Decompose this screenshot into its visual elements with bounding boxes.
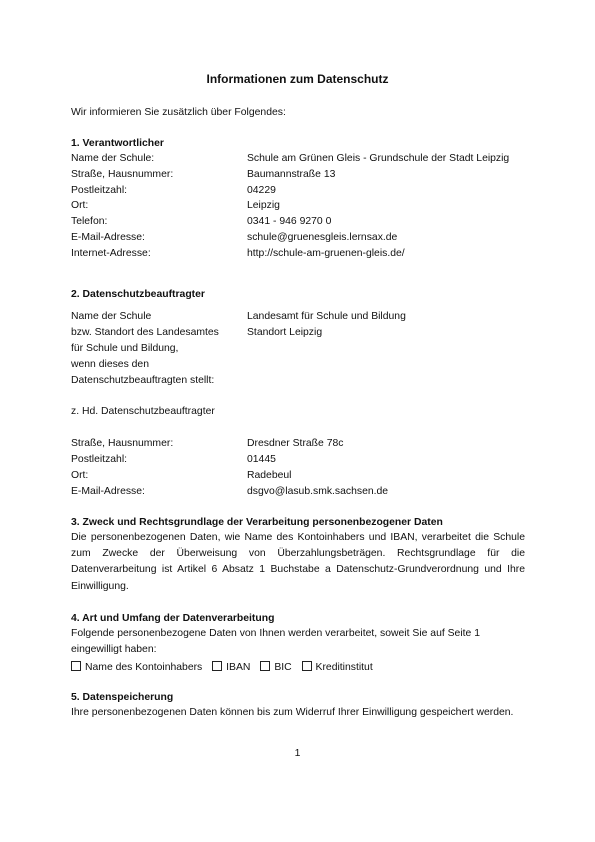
s2-label-line: Name der Schule — [71, 311, 152, 322]
s1-label-street: Straße, Hausnummer: — [71, 169, 174, 180]
checkbox-label: Name des Kontoinhabers — [85, 662, 203, 673]
checkbox-account-holder[interactable] — [71, 662, 202, 673]
checkbox-box[interactable] — [260, 661, 270, 671]
s1-value-email: schule@gruenesgleis.lernsax.de — [247, 232, 398, 243]
s1-value-school-name: Schule am Grünen Gleis - Grundschule der Stadt Leipzig — [247, 153, 510, 164]
checkbox-bic[interactable] — [260, 662, 291, 673]
s2-label-city: Ort: — [71, 470, 89, 481]
data-categories-checkbox-group — [71, 661, 380, 673]
section-4-paragraph: Folgende personenbezogene Daten von Ihnen werden verarbeitet, soweit Sie auf Seite 1 eingewilligt haben: — [71, 628, 480, 656]
checkbox-iban[interactable] — [212, 662, 250, 673]
s1-label-email: E-Mail-Adresse: — [71, 232, 145, 243]
s2-label-street: Straße, Hausnummer: — [71, 438, 174, 449]
s2-value-line: Landesamt für Schule und Bildung — [247, 311, 406, 322]
s2-label-line: für Schule und Bildung, — [71, 343, 179, 354]
s2-label-line: Datenschutzbeauftragten stellt: — [71, 375, 215, 386]
s1-value-street: Baumannstraße 13 — [247, 169, 336, 180]
s1-label-postcode: Postleitzahl: — [71, 185, 128, 196]
section-4-heading: 4. Art und Umfang der Datenverarbeitung — [71, 613, 275, 624]
s2-attention-line: z. Hd. Datenschutzbeauftragter — [71, 406, 215, 417]
s2-value-line: Standort Leipzig — [247, 327, 323, 338]
s2-label-line: wenn dieses den — [71, 359, 149, 370]
checkbox-box[interactable] — [302, 661, 312, 671]
intro-text: Wir informieren Sie zusätzlich über Folgendes: — [71, 107, 286, 118]
checkbox-label: IBAN — [226, 662, 251, 673]
s2-value-street: Dresdner Straße 78c — [247, 438, 344, 449]
s2-label-line: bzw. Standort des Landesamtes — [71, 327, 219, 338]
s1-value-postcode: 04229 — [247, 185, 276, 196]
s1-label-city: Ort: — [71, 200, 89, 211]
s1-label-website: Internet-Adresse: — [71, 248, 151, 259]
section-3-heading: 3. Zweck und Rechtsgrundlage der Verarbeitung personenbezogener Daten — [71, 517, 443, 528]
checkbox-bank[interactable] — [302, 662, 373, 673]
s2-label-email: E-Mail-Adresse: — [71, 486, 145, 497]
page-title: Informationen zum Datenschutz — [206, 72, 389, 86]
s1-value-phone: 0341 - 946 9270 0 — [247, 216, 332, 227]
section-5-heading: 5. Datenspeicherung — [71, 692, 174, 703]
section-3-paragraph: Die personenbezogenen Daten, wie Name des Kontoinhabers und IBAN, verarbeitet die Schule zum Zwecke der Überweisung von Überzahlungsbeträgen. Rechtsgrundlage für die Datenverarbeitung ist Artikel 6 Absatz 1 Buchstabe a Datenschutz-Grundverordnung und Ihre Einwilligung. — [71, 532, 525, 592]
section-2-heading: 2. Datenschutzbeauftragter — [71, 289, 205, 300]
s1-label-phone: Telefon: — [71, 216, 108, 227]
s2-value-city: Radebeul — [247, 470, 292, 481]
s2-value-email: dsgvo@lasub.smk.sachsen.de — [247, 486, 389, 497]
section-1-heading: 1. Verantwortlicher — [71, 138, 164, 149]
s2-value-postcode: 01445 — [247, 454, 276, 465]
s1-value-website: http://schule-am-gruenen-gleis.de/ — [247, 248, 405, 259]
checkbox-box[interactable] — [212, 661, 222, 671]
checkbox-box[interactable] — [71, 661, 81, 671]
s2-label-postcode: Postleitzahl: — [71, 454, 128, 465]
checkbox-label: Kreditinstitut — [315, 662, 373, 673]
section-5-paragraph: Ihre personenbezogenen Daten können bis zum Widerruf Ihrer Einwilligung gespeichert werden. — [71, 707, 514, 718]
s1-value-city: Leipzig — [247, 200, 280, 211]
s1-label-school-name: Name der Schule: — [71, 153, 155, 164]
page-number: 1 — [294, 748, 301, 759]
checkbox-label: BIC — [274, 662, 292, 673]
